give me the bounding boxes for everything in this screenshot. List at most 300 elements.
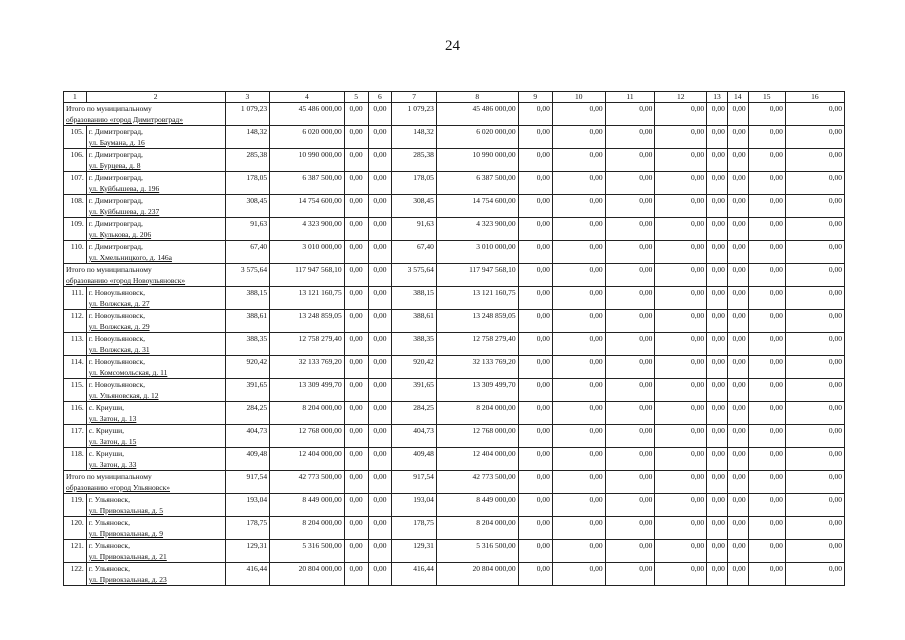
data-table bbox=[63, 91, 845, 586]
value-cell: 0,00 bbox=[518, 471, 552, 494]
address-cell bbox=[86, 287, 225, 310]
value-cell: 117 947 568,10 bbox=[270, 264, 345, 287]
value-cell: 0,00 bbox=[605, 563, 655, 586]
row-label-line-1: г. Новоульяновск, bbox=[88, 311, 146, 320]
value-cell: 0,00 bbox=[727, 218, 748, 241]
value-cell: 13 248 859,05 bbox=[436, 310, 518, 333]
value-cell: 0,00 bbox=[344, 356, 368, 379]
value-cell: 284,25 bbox=[225, 402, 270, 425]
row-index: 113. bbox=[64, 333, 87, 356]
row-label-line-1: г. Новоульяновск, bbox=[88, 357, 146, 366]
value-cell: 0,00 bbox=[344, 195, 368, 218]
value-cell: 0,00 bbox=[518, 149, 552, 172]
value-cell: 117 947 568,10 bbox=[436, 264, 518, 287]
value-cell: 0,00 bbox=[518, 310, 552, 333]
row-label-line-2: ул. Ульяновская, д. 12 bbox=[88, 391, 159, 400]
value-cell: 0,00 bbox=[707, 356, 728, 379]
address-cell bbox=[86, 218, 225, 241]
value-cell: 0,00 bbox=[727, 310, 748, 333]
value-cell: 0,00 bbox=[727, 517, 748, 540]
value-cell: 45 486 000,00 bbox=[436, 103, 518, 126]
value-cell: 0,00 bbox=[605, 540, 655, 563]
value-cell: 388,35 bbox=[225, 333, 270, 356]
value-cell: 0,00 bbox=[368, 264, 392, 287]
row-index: 121. bbox=[64, 540, 87, 563]
value-cell: 917,54 bbox=[392, 471, 437, 494]
value-cell: 0,00 bbox=[518, 356, 552, 379]
value-cell: 0,00 bbox=[368, 540, 392, 563]
value-cell: 0,00 bbox=[785, 218, 844, 241]
value-cell: 0,00 bbox=[748, 195, 785, 218]
value-cell: 0,00 bbox=[552, 126, 605, 149]
value-cell: 0,00 bbox=[707, 333, 728, 356]
value-cell: 0,00 bbox=[552, 517, 605, 540]
value-cell: 0,00 bbox=[368, 241, 392, 264]
value-cell: 3 575,64 bbox=[392, 264, 437, 287]
value-cell: 0,00 bbox=[344, 517, 368, 540]
row-label-line-2: ул. Привокзальная, д. 5 bbox=[88, 506, 164, 515]
total-row bbox=[64, 103, 845, 126]
value-cell: 0,00 bbox=[368, 149, 392, 172]
value-cell: 42 773 500,00 bbox=[270, 471, 345, 494]
value-cell: 0,00 bbox=[368, 103, 392, 126]
value-cell: 0,00 bbox=[748, 126, 785, 149]
value-cell: 0,00 bbox=[785, 448, 844, 471]
address-cell bbox=[86, 356, 225, 379]
row-label-line-1: г. Ульяновск, bbox=[88, 495, 130, 504]
value-cell: 0,00 bbox=[605, 172, 655, 195]
table-row bbox=[64, 126, 845, 149]
value-cell: 0,00 bbox=[368, 218, 392, 241]
value-cell: 0,00 bbox=[344, 149, 368, 172]
value-cell: 0,00 bbox=[707, 287, 728, 310]
value-cell: 0,00 bbox=[518, 287, 552, 310]
value-cell: 0,00 bbox=[344, 172, 368, 195]
value-cell: 0,00 bbox=[552, 310, 605, 333]
value-cell: 0,00 bbox=[785, 241, 844, 264]
address-cell bbox=[86, 172, 225, 195]
value-cell: 917,54 bbox=[225, 471, 270, 494]
value-cell: 0,00 bbox=[748, 471, 785, 494]
value-cell: 0,00 bbox=[727, 563, 748, 586]
value-cell: 3 010 000,00 bbox=[436, 241, 518, 264]
value-cell: 0,00 bbox=[727, 333, 748, 356]
value-cell: 0,00 bbox=[368, 310, 392, 333]
column-number-row bbox=[64, 92, 845, 103]
row-label-line-2: ул. Бурцева, д. 8 bbox=[88, 161, 141, 170]
value-cell: 14 754 600,00 bbox=[270, 195, 345, 218]
row-index: 115. bbox=[64, 379, 87, 402]
row-index: 105. bbox=[64, 126, 87, 149]
table-row bbox=[64, 402, 845, 425]
value-cell: 0,00 bbox=[552, 149, 605, 172]
value-cell: 32 133 769,20 bbox=[270, 356, 345, 379]
value-cell: 0,00 bbox=[785, 425, 844, 448]
value-cell: 391,65 bbox=[392, 379, 437, 402]
value-cell: 0,00 bbox=[748, 494, 785, 517]
value-cell: 0,00 bbox=[518, 333, 552, 356]
value-cell: 0,00 bbox=[707, 103, 728, 126]
value-cell: 20 804 000,00 bbox=[436, 563, 518, 586]
value-cell: 129,31 bbox=[225, 540, 270, 563]
value-cell: 0,00 bbox=[785, 563, 844, 586]
value-cell: 0,00 bbox=[785, 402, 844, 425]
row-label-line-1: г. Ульяновск, bbox=[88, 518, 130, 527]
value-cell: 0,00 bbox=[707, 494, 728, 517]
value-cell: 0,00 bbox=[605, 379, 655, 402]
value-cell: 920,42 bbox=[225, 356, 270, 379]
value-cell: 0,00 bbox=[344, 103, 368, 126]
address-cell bbox=[86, 241, 225, 264]
value-cell: 0,00 bbox=[368, 402, 392, 425]
column-header: 10 bbox=[552, 92, 605, 103]
value-cell: 0,00 bbox=[344, 264, 368, 287]
column-header: 7 bbox=[392, 92, 437, 103]
table-row bbox=[64, 310, 845, 333]
value-cell: 0,00 bbox=[605, 517, 655, 540]
value-cell: 0,00 bbox=[748, 287, 785, 310]
value-cell: 8 204 000,00 bbox=[436, 517, 518, 540]
table-row bbox=[64, 149, 845, 172]
value-cell: 0,00 bbox=[552, 494, 605, 517]
table-row bbox=[64, 195, 845, 218]
value-cell: 0,00 bbox=[605, 241, 655, 264]
value-cell: 0,00 bbox=[785, 126, 844, 149]
row-label-line-2: образованию «город Ульяновск» bbox=[66, 483, 171, 492]
row-label-line-1: г. Новоульяновск, bbox=[88, 288, 146, 297]
column-header: 15 bbox=[748, 92, 785, 103]
value-cell: 0,00 bbox=[605, 103, 655, 126]
row-label-line-2: ул. Куйбышева, д. 196 bbox=[88, 184, 160, 193]
value-cell: 0,00 bbox=[655, 402, 707, 425]
value-cell: 0,00 bbox=[655, 264, 707, 287]
row-label-line-2: ул. Куйбышева, д. 237 bbox=[88, 207, 160, 216]
value-cell: 0,00 bbox=[344, 218, 368, 241]
value-cell: 0,00 bbox=[748, 241, 785, 264]
value-cell: 308,45 bbox=[392, 195, 437, 218]
value-cell: 0,00 bbox=[707, 471, 728, 494]
value-cell: 5 316 500,00 bbox=[436, 540, 518, 563]
value-cell: 0,00 bbox=[707, 425, 728, 448]
value-cell: 0,00 bbox=[368, 287, 392, 310]
value-cell: 0,00 bbox=[707, 517, 728, 540]
row-label-line-2: ул. Привокзальная, д. 21 bbox=[88, 552, 167, 561]
value-cell: 67,40 bbox=[225, 241, 270, 264]
value-cell: 12 768 000,00 bbox=[436, 425, 518, 448]
value-cell: 6 020 000,00 bbox=[270, 126, 345, 149]
total-row bbox=[64, 264, 845, 287]
value-cell: 0,00 bbox=[785, 195, 844, 218]
value-cell: 4 323 900,00 bbox=[270, 218, 345, 241]
value-cell: 0,00 bbox=[518, 195, 552, 218]
value-cell: 193,04 bbox=[392, 494, 437, 517]
value-cell: 0,00 bbox=[785, 356, 844, 379]
row-label-line-1: с. Криуши, bbox=[88, 403, 125, 412]
value-cell: 3 010 000,00 bbox=[270, 241, 345, 264]
value-cell: 10 990 000,00 bbox=[270, 149, 345, 172]
value-cell: 0,00 bbox=[655, 310, 707, 333]
row-label-line-2: ул. Привокзальная, д. 23 bbox=[88, 575, 167, 584]
value-cell: 0,00 bbox=[748, 517, 785, 540]
table-row bbox=[64, 540, 845, 563]
value-cell: 0,00 bbox=[605, 494, 655, 517]
value-cell: 0,00 bbox=[344, 540, 368, 563]
value-cell: 0,00 bbox=[518, 402, 552, 425]
value-cell: 0,00 bbox=[707, 126, 728, 149]
value-cell: 0,00 bbox=[368, 425, 392, 448]
value-cell: 0,00 bbox=[605, 448, 655, 471]
column-header: 14 bbox=[727, 92, 748, 103]
value-cell: 0,00 bbox=[655, 425, 707, 448]
total-label bbox=[64, 264, 226, 287]
row-label-line-1: Итого по муниципальному bbox=[66, 472, 152, 481]
value-cell: 178,05 bbox=[392, 172, 437, 195]
value-cell: 0,00 bbox=[707, 379, 728, 402]
table-row bbox=[64, 379, 845, 402]
value-cell: 0,00 bbox=[748, 425, 785, 448]
value-cell: 0,00 bbox=[605, 356, 655, 379]
value-cell: 388,61 bbox=[392, 310, 437, 333]
row-label-line-2: ул. Волжская, д. 29 bbox=[88, 322, 150, 331]
value-cell: 0,00 bbox=[552, 195, 605, 218]
column-header: 2 bbox=[86, 92, 225, 103]
column-header: 3 bbox=[225, 92, 270, 103]
value-cell: 388,35 bbox=[392, 333, 437, 356]
value-cell: 0,00 bbox=[344, 310, 368, 333]
value-cell: 0,00 bbox=[552, 103, 605, 126]
value-cell: 0,00 bbox=[785, 379, 844, 402]
value-cell: 388,15 bbox=[225, 287, 270, 310]
value-cell: 0,00 bbox=[518, 241, 552, 264]
value-cell: 0,00 bbox=[605, 310, 655, 333]
row-label-line-2: ул. Затон, д. 33 bbox=[88, 460, 137, 469]
value-cell: 193,04 bbox=[225, 494, 270, 517]
value-cell: 0,00 bbox=[518, 517, 552, 540]
address-cell bbox=[86, 563, 225, 586]
value-cell: 0,00 bbox=[727, 172, 748, 195]
value-cell: 32 133 769,20 bbox=[436, 356, 518, 379]
value-cell: 0,00 bbox=[707, 218, 728, 241]
value-cell: 0,00 bbox=[748, 379, 785, 402]
value-cell: 920,42 bbox=[392, 356, 437, 379]
value-cell: 0,00 bbox=[605, 471, 655, 494]
page-number: 24 bbox=[445, 38, 460, 54]
value-cell: 0,00 bbox=[368, 356, 392, 379]
row-label-line-2: ул. Затон, д. 13 bbox=[88, 414, 137, 423]
value-cell: 0,00 bbox=[552, 379, 605, 402]
value-cell: 0,00 bbox=[552, 241, 605, 264]
value-cell: 12 404 000,00 bbox=[270, 448, 345, 471]
address-cell bbox=[86, 149, 225, 172]
value-cell: 0,00 bbox=[727, 264, 748, 287]
value-cell: 0,00 bbox=[785, 149, 844, 172]
value-cell: 0,00 bbox=[785, 264, 844, 287]
value-cell: 45 486 000,00 bbox=[270, 103, 345, 126]
value-cell: 0,00 bbox=[748, 540, 785, 563]
value-cell: 0,00 bbox=[727, 149, 748, 172]
column-header: 13 bbox=[707, 92, 728, 103]
value-cell: 0,00 bbox=[552, 287, 605, 310]
total-label bbox=[64, 471, 226, 494]
value-cell: 0,00 bbox=[655, 471, 707, 494]
row-index: 106. bbox=[64, 149, 87, 172]
value-cell: 0,00 bbox=[727, 379, 748, 402]
value-cell: 178,75 bbox=[392, 517, 437, 540]
value-cell: 0,00 bbox=[344, 494, 368, 517]
value-cell: 0,00 bbox=[707, 563, 728, 586]
column-header: 16 bbox=[785, 92, 844, 103]
row-index: 122. bbox=[64, 563, 87, 586]
value-cell: 91,63 bbox=[225, 218, 270, 241]
value-cell: 0,00 bbox=[748, 448, 785, 471]
value-cell: 0,00 bbox=[344, 425, 368, 448]
address-cell bbox=[86, 402, 225, 425]
row-label-line-2: образованию «город Димитровград» bbox=[66, 115, 183, 124]
row-label-line-1: г. Димитровград, bbox=[88, 150, 143, 159]
value-cell: 0,00 bbox=[727, 356, 748, 379]
value-cell: 148,32 bbox=[392, 126, 437, 149]
row-label-line-1: г. Димитровград, bbox=[88, 242, 143, 251]
row-label-line-2: ул. Хмельницкого, д. 146а bbox=[88, 253, 172, 262]
address-cell bbox=[86, 517, 225, 540]
value-cell: 13 121 160,75 bbox=[436, 287, 518, 310]
value-cell: 8 204 000,00 bbox=[270, 517, 345, 540]
row-label-line-1: г. Димитровград, bbox=[88, 127, 143, 136]
value-cell: 3 575,64 bbox=[225, 264, 270, 287]
row-label-line-1: г. Новоульяновск, bbox=[88, 380, 146, 389]
row-index: 119. bbox=[64, 494, 87, 517]
value-cell: 6 020 000,00 bbox=[436, 126, 518, 149]
value-cell: 0,00 bbox=[344, 333, 368, 356]
row-label-line-1: г. Димитровград, bbox=[88, 196, 143, 205]
value-cell: 416,44 bbox=[225, 563, 270, 586]
table-row bbox=[64, 172, 845, 195]
value-cell: 6 387 500,00 bbox=[270, 172, 345, 195]
value-cell: 12 758 279,40 bbox=[270, 333, 345, 356]
value-cell: 0,00 bbox=[655, 563, 707, 586]
value-cell: 0,00 bbox=[655, 103, 707, 126]
value-cell: 0,00 bbox=[748, 218, 785, 241]
row-index: 118. bbox=[64, 448, 87, 471]
value-cell: 404,73 bbox=[392, 425, 437, 448]
value-cell: 0,00 bbox=[785, 310, 844, 333]
value-cell: 0,00 bbox=[707, 310, 728, 333]
value-cell: 0,00 bbox=[727, 494, 748, 517]
value-cell: 0,00 bbox=[785, 540, 844, 563]
value-cell: 0,00 bbox=[605, 126, 655, 149]
value-cell: 0,00 bbox=[344, 563, 368, 586]
table-row bbox=[64, 425, 845, 448]
value-cell: 284,25 bbox=[392, 402, 437, 425]
value-cell: 0,00 bbox=[707, 540, 728, 563]
row-index: 112. bbox=[64, 310, 87, 333]
value-cell: 0,00 bbox=[707, 402, 728, 425]
value-cell: 0,00 bbox=[655, 448, 707, 471]
value-cell: 404,73 bbox=[225, 425, 270, 448]
value-cell: 0,00 bbox=[344, 402, 368, 425]
total-label bbox=[64, 103, 226, 126]
value-cell: 285,38 bbox=[225, 149, 270, 172]
address-cell bbox=[86, 425, 225, 448]
value-cell: 0,00 bbox=[518, 425, 552, 448]
value-cell: 0,00 bbox=[727, 126, 748, 149]
column-header: 4 bbox=[270, 92, 345, 103]
row-label-line-1: с. Криуши, bbox=[88, 426, 125, 435]
value-cell: 0,00 bbox=[785, 287, 844, 310]
row-label-line-1: г. Ульяновск, bbox=[88, 541, 130, 550]
value-cell: 5 316 500,00 bbox=[270, 540, 345, 563]
value-cell: 0,00 bbox=[655, 149, 707, 172]
value-cell: 0,00 bbox=[748, 310, 785, 333]
value-cell: 409,48 bbox=[392, 448, 437, 471]
row-index: 107. bbox=[64, 172, 87, 195]
value-cell: 0,00 bbox=[552, 563, 605, 586]
value-cell: 67,40 bbox=[392, 241, 437, 264]
total-row bbox=[64, 471, 845, 494]
value-cell: 0,00 bbox=[605, 218, 655, 241]
table-row bbox=[64, 494, 845, 517]
address-cell bbox=[86, 494, 225, 517]
column-header: 5 bbox=[344, 92, 368, 103]
row-label-line-2: ул. Привокзальная, д. 9 bbox=[88, 529, 164, 538]
value-cell: 0,00 bbox=[552, 264, 605, 287]
value-cell: 0,00 bbox=[552, 402, 605, 425]
table-row bbox=[64, 218, 845, 241]
value-cell: 0,00 bbox=[368, 563, 392, 586]
value-cell: 0,00 bbox=[707, 172, 728, 195]
value-cell: 13 309 499,70 bbox=[436, 379, 518, 402]
value-cell: 0,00 bbox=[727, 103, 748, 126]
value-cell: 178,05 bbox=[225, 172, 270, 195]
address-cell bbox=[86, 379, 225, 402]
value-cell: 308,45 bbox=[225, 195, 270, 218]
value-cell: 148,32 bbox=[225, 126, 270, 149]
value-cell: 0,00 bbox=[655, 333, 707, 356]
value-cell: 91,63 bbox=[392, 218, 437, 241]
value-cell: 409,48 bbox=[225, 448, 270, 471]
value-cell: 0,00 bbox=[707, 149, 728, 172]
table-row bbox=[64, 448, 845, 471]
value-cell: 4 323 900,00 bbox=[436, 218, 518, 241]
value-cell: 0,00 bbox=[785, 103, 844, 126]
value-cell: 0,00 bbox=[748, 264, 785, 287]
address-cell bbox=[86, 195, 225, 218]
row-index: 109. bbox=[64, 218, 87, 241]
value-cell: 0,00 bbox=[552, 540, 605, 563]
value-cell: 13 121 160,75 bbox=[270, 287, 345, 310]
value-cell: 0,00 bbox=[748, 356, 785, 379]
table-row bbox=[64, 287, 845, 310]
value-cell: 12 768 000,00 bbox=[270, 425, 345, 448]
value-cell: 0,00 bbox=[368, 448, 392, 471]
value-cell: 0,00 bbox=[518, 379, 552, 402]
value-cell: 0,00 bbox=[655, 517, 707, 540]
value-cell: 0,00 bbox=[368, 379, 392, 402]
value-cell: 0,00 bbox=[368, 333, 392, 356]
value-cell: 0,00 bbox=[785, 494, 844, 517]
value-cell: 0,00 bbox=[655, 287, 707, 310]
value-cell: 0,00 bbox=[655, 241, 707, 264]
value-cell: 0,00 bbox=[518, 540, 552, 563]
value-cell: 0,00 bbox=[344, 126, 368, 149]
value-cell: 0,00 bbox=[552, 333, 605, 356]
table-row bbox=[64, 241, 845, 264]
value-cell: 13 309 499,70 bbox=[270, 379, 345, 402]
value-cell: 1 079,23 bbox=[225, 103, 270, 126]
value-cell: 0,00 bbox=[605, 333, 655, 356]
row-label-line-1: г. Ульяновск, bbox=[88, 564, 130, 573]
value-cell: 0,00 bbox=[655, 494, 707, 517]
